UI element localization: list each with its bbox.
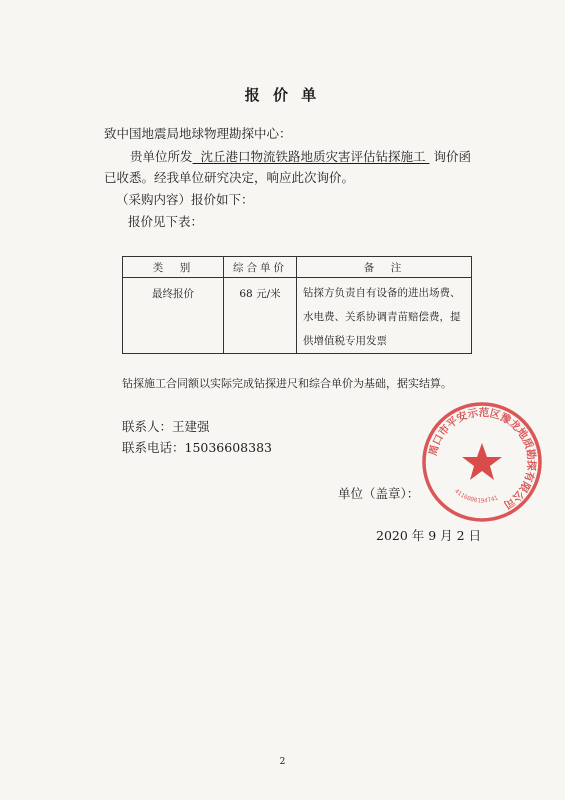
settlement-note: 钻探施工合同额以实际完成钻探进尺和综合单价为基础，据实结算。 xyxy=(122,377,452,390)
intro-prefix: 贵单位所发 xyxy=(130,149,193,164)
cell-price: 68 元/米 xyxy=(224,278,297,354)
svg-text:4116000194741: 4116000194741 xyxy=(453,487,500,505)
document-title: 报 价 单 xyxy=(244,86,321,104)
contact-phone: 联系电话：15036608383 xyxy=(122,440,272,455)
svg-text:周口市平安示范区豫龙地质勘探有限公司: 周口市平安示范区豫龙地质勘探有限公司 xyxy=(427,406,538,511)
table-row xyxy=(123,278,472,354)
header-remark: 备 注 xyxy=(297,257,472,278)
quote-see-line: 报价见下表： xyxy=(128,214,204,229)
header-category: 类 别 xyxy=(123,257,224,278)
unit-stamp-label: 单位（盖章）： xyxy=(338,486,420,501)
recipient-line: 致中国地震局地球物理勘探中心： xyxy=(104,126,292,141)
intro-line-1 xyxy=(130,147,471,165)
company-seal-icon xyxy=(420,400,544,524)
contact-person: 联系人：王建强 xyxy=(122,419,210,434)
cell-category: 最终报价 xyxy=(123,278,224,354)
purchase-content-line: （采购内容）报价如下： xyxy=(116,192,254,207)
header-price: 综合单价 xyxy=(224,257,297,278)
cell-remark: 钻探方负责自有设备的进出场费、水电费、关系协调青苗赔偿费，提供增值税专用发票 xyxy=(297,278,472,354)
table-header-row xyxy=(123,257,472,278)
document-date: 2020 年 9 月 2 日 xyxy=(376,528,482,543)
project-name: 沈丘港口物流铁路地质灾害评估钻探施工 xyxy=(200,149,426,164)
intro-line-2: 已收悉。经我单位研究决定，响应此次询价。 xyxy=(104,170,355,185)
quote-table xyxy=(122,256,472,354)
intro-suffix: 询价函 xyxy=(433,149,471,164)
page-number: 2 xyxy=(279,757,286,767)
